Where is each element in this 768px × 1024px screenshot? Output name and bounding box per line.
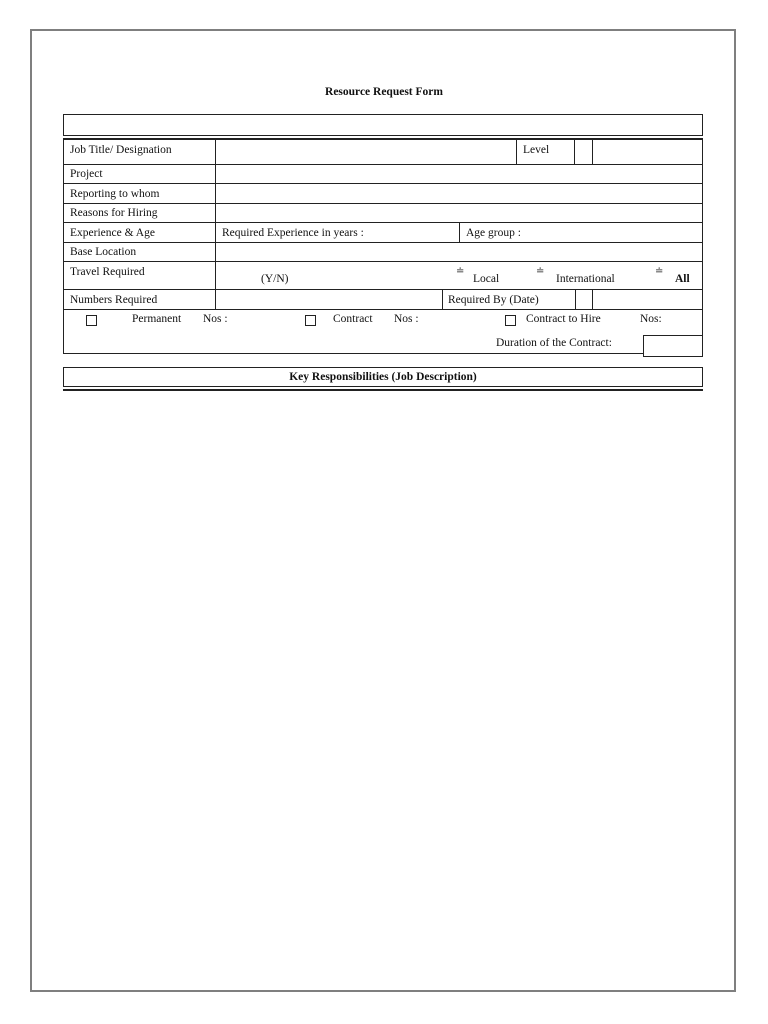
travel-required-label: Travel Required xyxy=(70,266,145,278)
experience-age-label: Experience & Age xyxy=(70,227,155,239)
level-label: Level xyxy=(523,144,550,156)
permanent-nos-label: Nos : xyxy=(203,313,228,325)
contract-nos-label: Nos : xyxy=(394,313,419,325)
reasons-for-hiring-label: Reasons for Hiring xyxy=(70,207,158,219)
form-title: Resource Request Form xyxy=(325,86,443,98)
cell-rule xyxy=(459,222,460,242)
responsibilities-double-rule xyxy=(63,389,703,391)
row-rule xyxy=(63,242,703,243)
numbers-required-label: Numbers Required xyxy=(70,294,158,306)
reporting-to-label: Reporting to whom xyxy=(70,188,160,200)
row-rule xyxy=(63,203,703,204)
row-rule xyxy=(63,289,703,290)
row-rule xyxy=(63,261,703,262)
cell-rule xyxy=(442,289,443,309)
row-rule xyxy=(63,222,703,223)
travel-all-option[interactable]: All xyxy=(675,273,690,285)
row-rule xyxy=(63,164,703,165)
permanent-checkbox[interactable] xyxy=(86,315,97,326)
job-title-label: Job Title/ Designation xyxy=(70,144,172,156)
responsibilities-heading: Key Responsibilities (Job Description) xyxy=(289,371,477,383)
permanent-label: Permanent xyxy=(132,313,182,325)
cell-rule xyxy=(516,139,517,164)
project-label: Project xyxy=(70,168,103,180)
travel-international-option[interactable]: International xyxy=(556,273,615,285)
cell-rule xyxy=(592,139,593,164)
contract-to-hire-label: Contract to Hire xyxy=(526,313,601,325)
cell-rule xyxy=(574,139,575,164)
contract-to-hire-checkbox[interactable] xyxy=(505,315,516,326)
required-by-label: Required By (Date) xyxy=(448,294,539,306)
contract-to-hire-nos-label: Nos: xyxy=(640,313,662,325)
contract-label: Contract xyxy=(333,313,373,325)
cell-rule xyxy=(575,289,576,309)
base-location-label: Base Location xyxy=(70,246,137,258)
contract-duration-label: Duration of the Contract: xyxy=(496,337,612,349)
row-rule xyxy=(63,183,703,184)
label-column-rule xyxy=(215,139,216,309)
cell-rule xyxy=(592,289,593,309)
contract-duration-field[interactable] xyxy=(643,335,703,357)
travel-yn-label: (Y/N) xyxy=(261,273,289,285)
row-rule xyxy=(63,309,703,310)
age-group-label: Age group : xyxy=(466,227,521,239)
check-mark-icon: ≐ xyxy=(655,266,664,277)
form-header-box xyxy=(63,114,703,136)
required-experience-label: Required Experience in years : xyxy=(222,227,364,239)
check-mark-icon: ≐ xyxy=(456,266,465,277)
travel-local-option[interactable]: Local xyxy=(473,273,500,285)
check-mark-icon: ≐ xyxy=(536,266,545,277)
contract-checkbox[interactable] xyxy=(305,315,316,326)
